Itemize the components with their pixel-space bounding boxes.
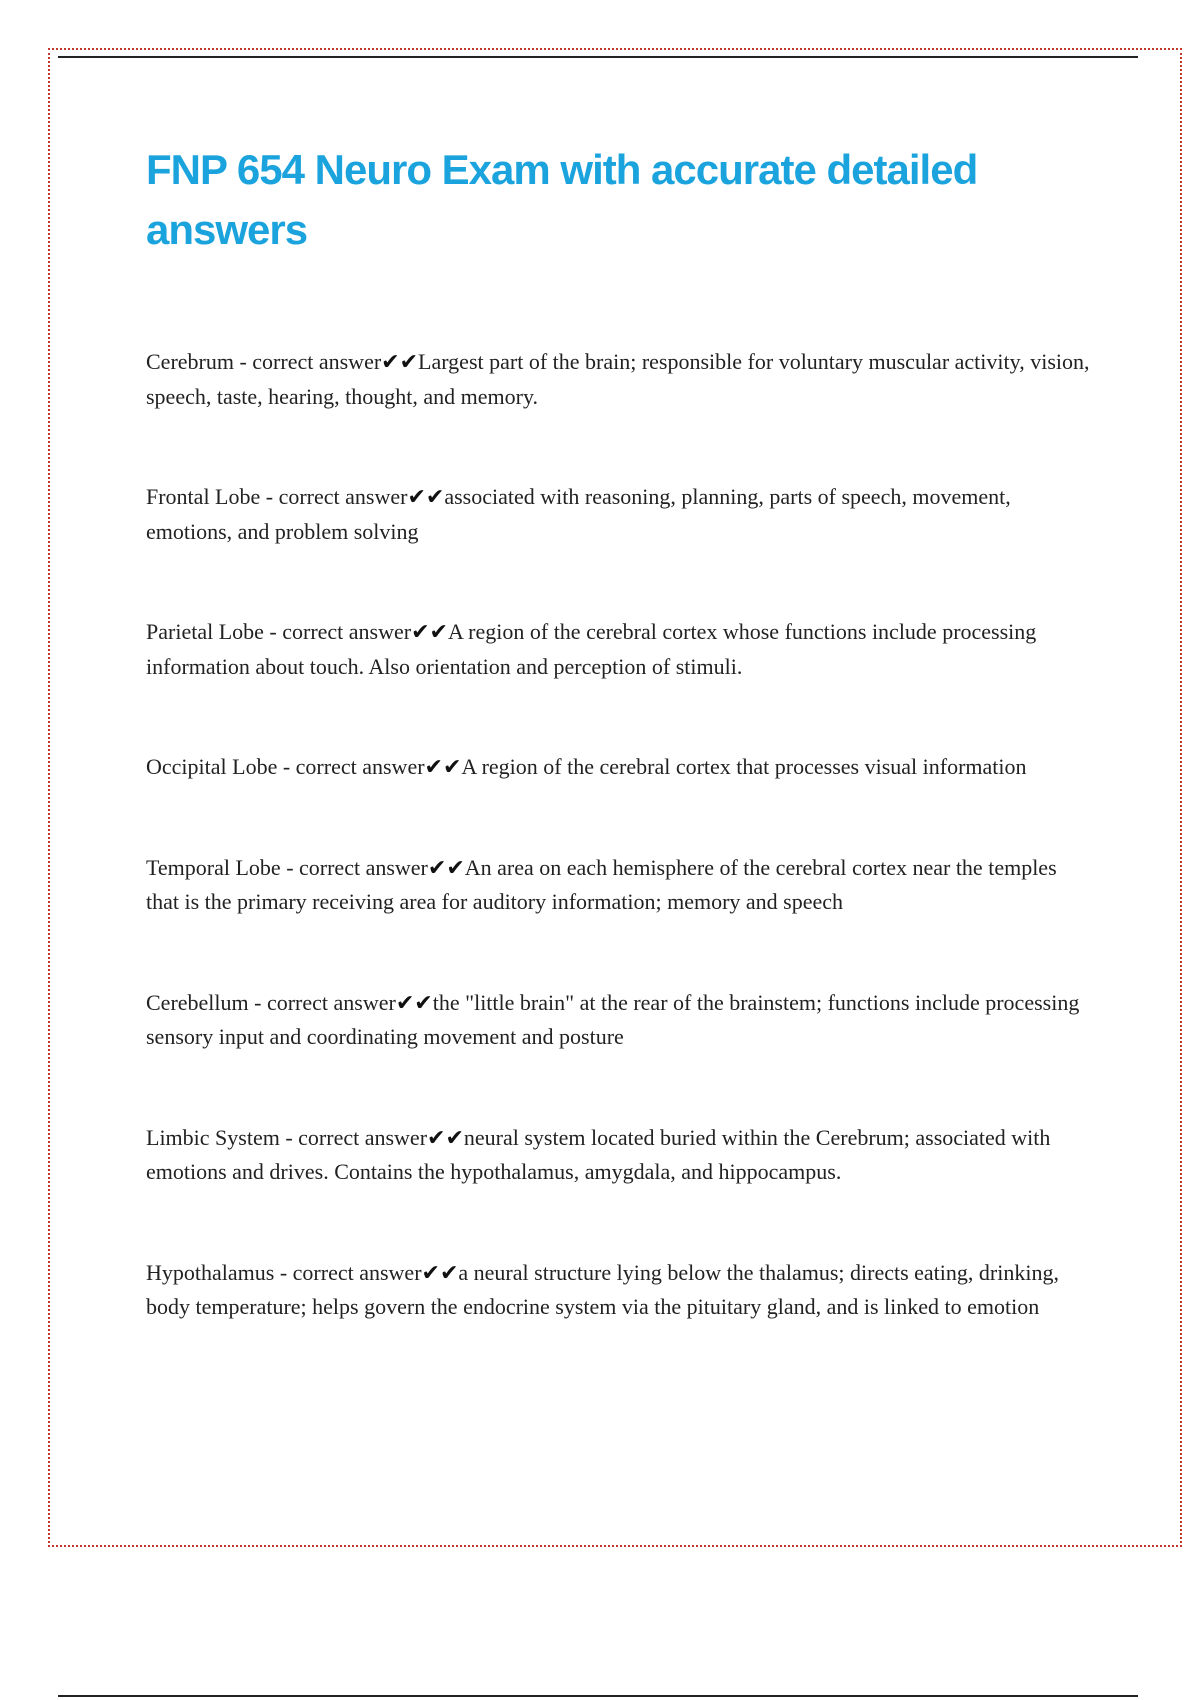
qa-entry	[146, 750, 1091, 785]
qa-term: Hypothalamus	[146, 1259, 275, 1285]
top-rule	[58, 56, 1138, 58]
qa-term: Limbic System	[146, 1124, 280, 1150]
qa-entry	[146, 345, 1091, 414]
qa-answer-marker: correct answer	[295, 754, 425, 779]
qa-separator: -	[260, 484, 279, 509]
qa-entry	[146, 851, 1091, 920]
qa-entry	[146, 1256, 1091, 1325]
document-title: FNP 654 Neuro Exam with accurate detailed answers	[146, 146, 978, 253]
qa-entry	[146, 986, 1091, 1055]
qa-answer: Largest part of the brain; responsible for voluntary muscular activity, vision, speech, taste, hearing, thought, and memory.	[146, 349, 1090, 409]
qa-answer: A region of the cerebral cortex that processes visual information	[461, 754, 1027, 779]
qa-entry	[146, 1121, 1091, 1190]
check-marks-icon: ✔✔	[395, 989, 433, 1015]
qa-answer-marker: correct answer	[278, 484, 408, 509]
check-marks-icon: ✔✔	[381, 349, 419, 374]
qa-answer-marker: correct answer	[298, 1124, 428, 1150]
qa-separator: -	[280, 854, 300, 880]
check-marks-icon: ✔✔	[427, 1124, 464, 1150]
qa-answer: the "little brain" at the rear of the brainstem; functions include processing sensory input and coordinating movement and posture	[146, 989, 1080, 1049]
qa-answer: neural system located buried within the Cerebrum; associated with emotions and drives. Contains the hypothalamus, amygdala, and hippocampus.	[146, 1124, 1051, 1184]
qa-answer: associated with reasoning, planning, parts of speech, movement, emotions, and problem solving	[146, 484, 1011, 544]
qa-term: Frontal Lobe	[146, 484, 261, 509]
qa-term: Cerebrum	[146, 349, 234, 374]
qa-answer-marker: correct answer	[266, 989, 396, 1015]
qa-answer: A region of the cerebral cortex whose functions include processing information about touch. Also orientation and perception of stimuli.	[146, 619, 1037, 679]
qa-term: Parietal Lobe	[146, 619, 264, 644]
qa-answer-marker: correct answer	[252, 349, 382, 374]
qa-list	[146, 345, 1091, 1391]
qa-separator: -	[263, 619, 283, 644]
check-marks-icon: ✔✔	[411, 619, 448, 644]
qa-answer: a neural structure lying below the thalamus; directs eating, drinking, body temperature; helps govern the endocrine system via the pituitary gland, and is linked to emotion	[146, 1259, 1059, 1319]
check-marks-icon: ✔✔	[421, 1259, 459, 1285]
check-marks-icon: ✔✔	[407, 484, 445, 509]
qa-separator: -	[274, 1259, 293, 1285]
qa-separator: -	[277, 754, 296, 779]
qa-answer-marker: correct answer	[299, 854, 428, 880]
check-marks-icon: ✔✔	[427, 854, 465, 880]
qa-separator: -	[248, 989, 267, 1015]
qa-answer-marker: correct answer	[292, 1259, 422, 1285]
qa-term: Occipital Lobe	[146, 754, 278, 779]
qa-separator: -	[279, 1124, 299, 1150]
qa-term: Cerebellum	[146, 989, 249, 1015]
bottom-rule	[58, 1695, 1138, 1697]
qa-entry	[146, 615, 1091, 684]
qa-entry	[146, 480, 1091, 549]
check-marks-icon: ✔✔	[424, 754, 462, 779]
qa-term: Temporal Lobe	[146, 854, 281, 880]
qa-separator: -	[233, 349, 253, 374]
qa-answer-marker: correct answer	[282, 619, 412, 644]
qa-answer: An area on each hemisphere of the cerebral cortex near the temples that is the primary receiving area for auditory information; memory and speech	[146, 854, 1057, 914]
